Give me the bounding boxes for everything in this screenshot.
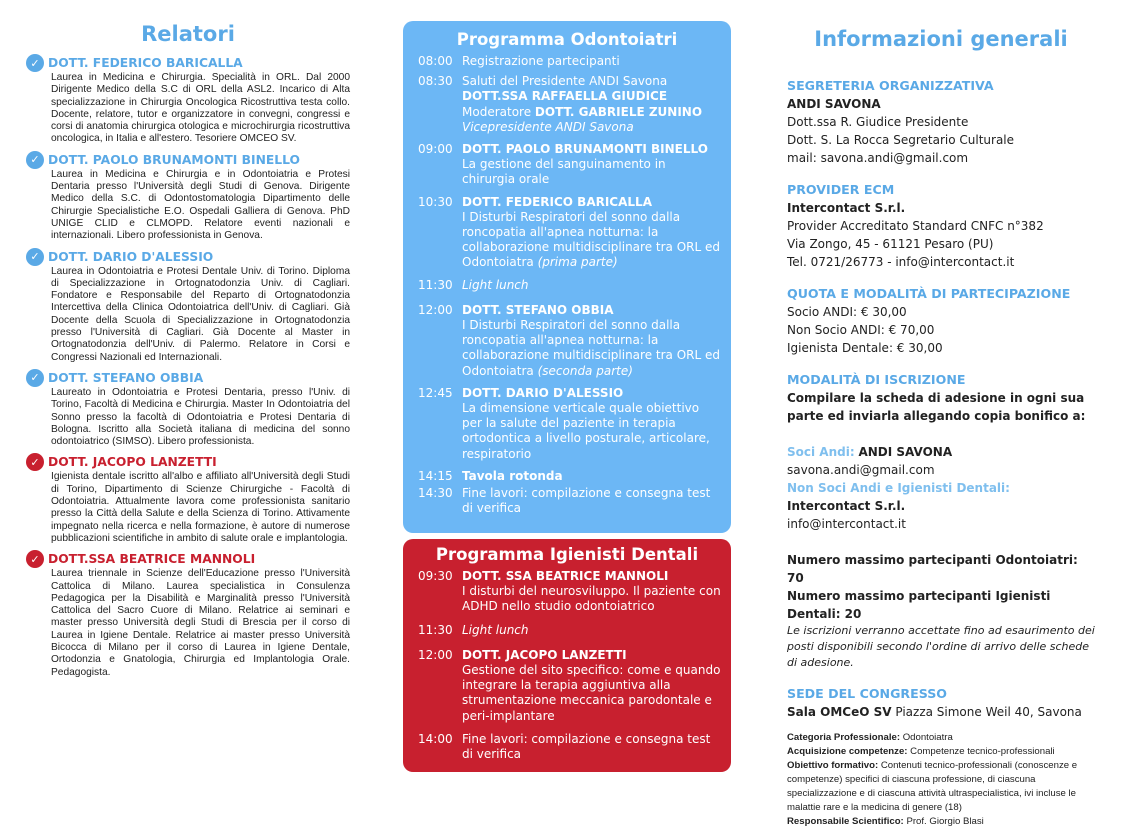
info-max-participants [787,551,1095,671]
detail-value: Competenze tecnico-professionali [910,746,1055,757]
info-ecm-details [787,731,1095,829]
speaker-item [26,248,350,364]
detail-value: Contenuti tecnico-professionali (conoscenze e competenze) specifici di ciascuna professione, di ciascuna specializzazione e di ciascuna attività ultraspecialistica, ivi incluse le malattie rare e la medicina di genere (18) [787,760,1078,813]
program-speaker: DOTT. SSA BEATRICE MANNOLI [462,569,669,583]
venue-address: Piazza Simone Weil 40, Savona [895,705,1082,719]
program-time: 14:00 [418,731,453,746]
speaker-bio: Laurea in Medicina e Chirurgia e in Odontoiatria e Protesi Dentaria presso l'Università degli Studi di Genova. Dirigente Medico della S.C. di Odontostomatologia Dipartimento delle Chirurgie Specialistiche E.O. Ospedali Galliera di Genova. PhD UNIGE CLID e CLMOPD. Relatore eventi nazionali e internazionali. Libero professionista in Genova. [51,168,350,242]
program-text: Registrazione partecipanti [462,54,620,68]
speaker-bio: Laurea in Odontoiatria e Protesi Dentale Univ. di Torino. Diploma di Specializzazione in Ortognatodonzia Univ. di Cagliari. Fondatore e Responsabile del Reparto di Ortognatodonzia Intercettiva della Clinica Odontoiatrica dell'Univ. di Cagliari. Già Docente della Scuola di Specializzazione in Ortognatodonzia presso l'Università di Cagliari. Già Docente al Master in Ortognatodonzia dell'Univ. di Palermo. Relatore in Corsi e Congressi Nazionali ed Internazionali. [51,265,350,363]
non-members-label: Non Soci Andi e Igienisti Dentali: [787,481,1010,495]
info-fees [787,285,1095,357]
info-line: mail: savona.andi@gmail.com [787,151,969,165]
program-time: 11:30 [418,277,453,292]
moderator-role: Vicepresidente ANDI Savona [462,119,634,134]
info-secretariat [787,77,1095,167]
info-line: Non Socio ANDI: € 70,00 [787,323,935,337]
program-row [403,732,731,762]
venue-name: Sala OMCeO SV [787,705,892,719]
org-name: ANDI SAVONA [787,97,881,111]
info-line: Igienista Dentale: € 30,00 [787,341,943,355]
program-row [403,469,731,484]
program-text: Light lunch [462,622,529,637]
check-icon: ✓ [26,550,44,568]
members-email: savona.andi@gmail.com [787,463,935,477]
program-row [403,486,731,516]
program-time: 12:00 [418,647,453,662]
program-text: Fine lavori: compilazione e consegna test di verifica [462,731,711,762]
speakers-column [26,0,350,684]
detail-label: Acquisizione competenze: [787,746,908,757]
detail-value: Prof. Giorgio Blasi [906,816,984,827]
section-heading: SEDE DEL CONGRESSO [787,686,947,701]
info-line: Numero massimo partecipanti Igienisti Dentali: 20 [787,589,1051,621]
program-hygienists-box [403,539,731,772]
program-part: (seconda parte) [537,363,633,378]
speaker-item [26,453,350,545]
info-title: Informazioni generali [814,27,1068,51]
non-members-org: Intercontact S.r.l. [787,499,906,513]
info-registration [787,371,1095,533]
program-time: 10:30 [418,194,453,209]
section-heading: SEGRETERIA ORGANIZZATIVA [787,78,994,93]
check-icon: ✓ [26,54,44,72]
program-time: 14:30 [418,486,453,501]
speaker-name: DOTT. DARIO D'ALESSIO [48,249,214,264]
info-venue [787,685,1095,721]
speaker-bio: Laurea in Medicina e Chirurgia. Specialità in ORL. Dal 2000 Dirigente Medico della S.C di ORL della ASL2. Incarico di Alta specializzazione in Chirurgia Oncologica Ricostruttiva testa collo. Docente, relatore, tutor e organizzatore in convegni, congressi e corsi di anatomia chirurgica otologica e microchirurgia ricostruttiva oncologica, in Italia e all'estero. Tesoriere OMCEO SV. [51,72,350,145]
speakers-title: Relatori [141,22,235,46]
info-line: Tel. 0721/26773 - info@intercontact.it [787,255,1015,269]
program-time: 11:30 [418,622,453,637]
detail-label: Obiettivo formativo: [787,760,879,771]
program-text: I disturbi del neurosviluppo. Il paziente con ADHD nello studio odontoiatrico [462,584,721,614]
members-label: Soci Andi: [787,445,855,459]
section-heading: QUOTA E MODALITÀ DI PARTECIPAZIONE [787,286,1071,301]
moderator-label: Moderatore [462,104,532,119]
program-time: 09:00 [418,142,453,157]
program-speaker: DOTT.SSA RAFFAELLA GIUDICE [462,89,668,104]
registration-instructions: Compilare la scheda di adesione in ogni sua parte ed inviarla allegando copia bonifico a: [787,391,1086,423]
program-text: I Disturbi Respiratori del sonno dalla roncopatia all'apnea notturna: la collaborazione multidisciplinare tra ORL ed Odontoiatra [462,318,720,378]
program-time: 12:00 [418,302,453,317]
program-time: 09:30 [418,569,453,583]
speaker-item [26,369,350,448]
check-icon: ✓ [26,248,44,266]
program-speaker: DOTT. PAOLO BRUNAMONTI BINELLO [462,142,708,157]
program-dentists-box [403,21,731,533]
program-row [403,569,731,615]
info-line: Dott.ssa R. Giudice Presidente [787,115,969,129]
program-time: 08:30 [418,74,453,89]
speaker-item [26,151,350,243]
program-row [403,278,731,293]
program-speaker: DOTT. DARIO D'ALESSIO [462,385,624,400]
program-text: Saluti del Presidente ANDI Savona [462,74,668,89]
program-row [403,623,731,638]
section-heading: MODALITÀ DI ISCRIZIONE [787,372,966,387]
program-text: Fine lavori: compilazione e consegna test di verifica [462,486,711,516]
check-icon: ✓ [26,369,44,387]
program-row [403,74,731,135]
check-icon: ✓ [26,453,44,471]
program-dentists-title: Programma Odontoiatri [456,30,678,49]
program-text: Gestione del sito specifico: come e quando integrare la terapia aggiuntiva alla strumentazione meccanica parodontale e peri-implantare [462,663,721,723]
program-row [403,386,731,462]
speaker-bio: Laureato in Odontoiatria e Protesi Dentaria, presso l'Univ. di Torino, Facoltà di Medicina e Chirurgia. Master In Odontoiatria del Sonno presso la facoltà di Odontoiatria e Protesi Dentaria di Bologna. Iscritto alla Società italiana di medicina del sonno odontoiatrico (SIMSO). Libero professionista. [51,386,350,448]
program-part: (prima parte) [537,255,618,270]
speaker-name: DOTT.SSA BEATRICE MANNOLI [48,552,256,567]
section-heading: PROVIDER ECM [787,182,895,197]
non-members-email: info@intercontact.it [787,517,906,531]
program-hygienists-title: Programma Igienisti Dentali [435,545,699,564]
org-name: Intercontact S.r.l. [787,201,906,215]
moderator-name: DOTT. GABRIELE ZUNINO [534,104,703,119]
speaker-name: DOTT. FEDERICO BARICALLA [48,56,243,70]
info-line: Via Zongo, 45 - 61121 Pesaro (PU) [787,237,994,251]
speaker-name: DOTT. PAOLO BRUNAMONTI BINELLO [48,152,300,167]
info-column [787,0,1095,829]
speaker-item [26,54,350,146]
speaker-bio: Igienista dentale iscritto all'albo e affiliato all'Università degli Studi di Torino, Dipartimento di Scienze Chirurgiche - Facoltà di Odontoiatria. Attualmente lavora come professionista sanitario presso la Città della Salute e della Scienza di Torino. Attivamente impegnato nella ricerca e nella formazione, è autore di numerose pubblicazioni scientifiche in ambito di salute orale e implantologia. [51,471,350,544]
info-line: Provider Accreditato Standard CNFC n°382 [787,219,1044,233]
program-row [403,303,731,379]
speaker-name: DOTT. STEFANO OBBIA [48,370,204,385]
detail-value: Odontoiatra [902,732,953,743]
program-speaker: DOTT. STEFANO OBBIA [462,302,614,317]
program-row [403,648,731,724]
members-org: ANDI SAVONA [858,445,953,459]
program-row [403,195,731,271]
program-time: 12:45 [418,385,453,400]
program-text: Tavola rotonda [462,468,563,483]
info-line: Socio ANDI: € 30,00 [787,305,907,319]
speaker-name: DOTT. JACOPO LANZETTI [48,455,217,470]
detail-label: Responsabile Scientifico: [787,816,904,827]
program-text: Light lunch [462,277,529,292]
program-speaker: DOTT. FEDERICO BARICALLA [462,194,652,209]
info-line: Numero massimo partecipanti Odontoiatri: 70 [787,553,1078,585]
program-time: 14:15 [418,468,453,483]
info-line: Dott. S. La Rocca Segretario Culturale [787,133,1015,147]
info-provider [787,181,1095,271]
program-row [403,142,731,188]
program-speaker: DOTT. JACOPO LANZETTI [462,647,627,662]
detail-label: Categoria Professionale: [787,732,901,743]
program-text: La dimensione verticale quale obiettivo per la salute del paziente in terapia ortodontica a livello posturale, articolare, respiratorio [462,401,710,461]
program-text: I Disturbi Respiratori del sonno dalla roncopatia all'apnea notturna: la collaborazione multidisciplinare tra ORL ed Odontoiatra [462,209,720,270]
program-time: 08:00 [418,54,453,68]
speaker-bio: Laurea triennale in Scienze dell'Educazione presso l'Università Cattolica di Milano. Laurea specialistica in Consulenza Pedagogica per la Disabilità e Marginalità presso l'Università Cattolica del Sacro Cuore di Milano. Relatrice ai seminari e master presso Università degli Studi di Brescia per il corso di Laurea in Igiene Dentale. Relatrice ai master presso Università Bicocca di Milano per il corso di Laurea in Igiene Dentale, Ortodonzia e Gnatologia, Chirurgia ed Implantologia Orale. Pedagogista. [51,568,350,678]
program-row [403,54,731,69]
program-text: La gestione del sanguinamento in chirurgia orale [462,157,666,187]
speaker-item [26,550,350,679]
registration-note: Le iscrizioni verranno accettate fino ad esaurimento dei posti disponibili secondo l'ordine di arrivo delle schede di adesione. [787,624,1095,669]
check-icon: ✓ [26,151,44,169]
